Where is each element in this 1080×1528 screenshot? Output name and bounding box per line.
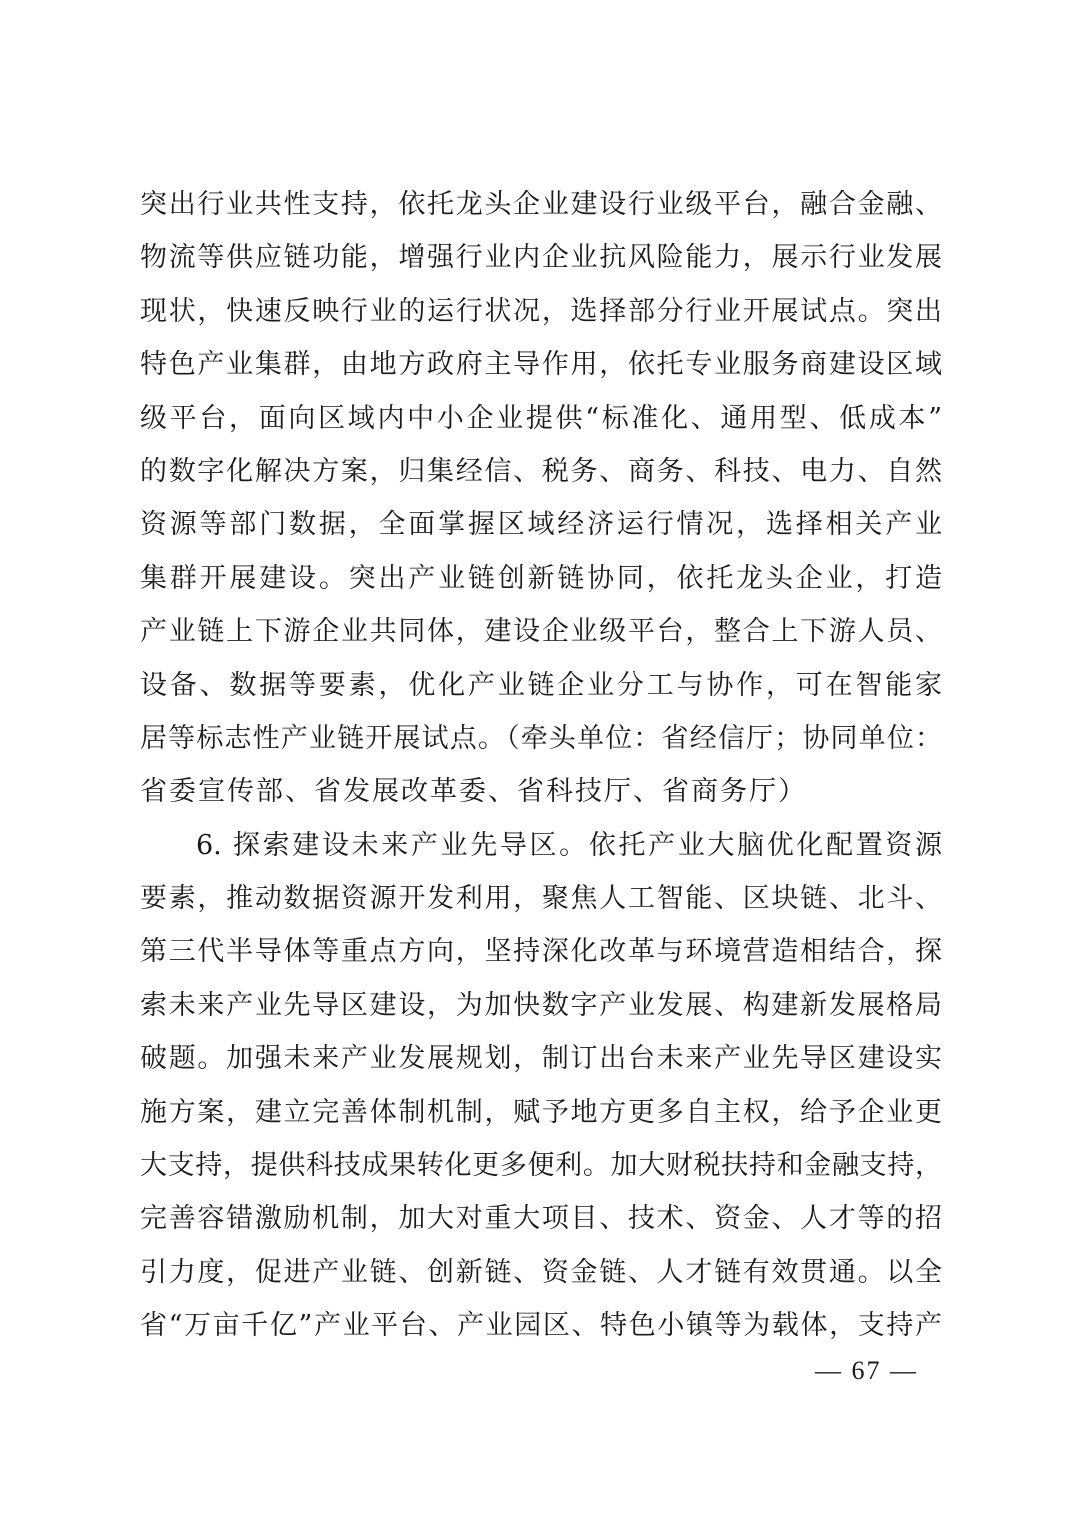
page-number: — 67 — bbox=[815, 1356, 918, 1385]
text-line: 完善容错激励机制，加大对重大项目、技术、资金、人才等的招 bbox=[140, 1203, 942, 1235]
text-line: 施方案，建立完善体制机制，赋予地方更多自主权，给予企业更 bbox=[140, 1096, 942, 1128]
text-line: 居等标志性产业链开展试点。（牵头单位：省经信厅；协同单位： bbox=[140, 722, 942, 754]
text-line: 的数字化解决方案，归集经信、税务、商务、科技、电力、自然 bbox=[140, 455, 942, 487]
text-line: 产业链上下游企业共同体，建设企业级平台，整合上下游人员、 bbox=[140, 616, 942, 648]
text-line: 索未来产业先导区建设，为加快数字产业发展、构建新发展格局 bbox=[140, 989, 942, 1021]
document-body bbox=[140, 178, 942, 1353]
section-heading-line: 6. 探索建设未来产业先导区。依托产业大脑优化配置资源 bbox=[196, 829, 942, 861]
text-line: 级平台，面向区域内中小企业提供“标准化、通用型、低成本” bbox=[140, 402, 942, 434]
text-line: 设备、数据等要素，优化产业链企业分工与协作，可在智能家 bbox=[140, 669, 942, 701]
text-line: 物流等供应链功能，增强行业内企业抗风险能力，展示行业发展 bbox=[140, 242, 942, 274]
text-line: 集群开展建设。突出产业链创新链协同，依托龙头企业，打造 bbox=[140, 562, 942, 594]
text-line: 突出行业共性支持，依托龙头企业建设行业级平台，融合金融、 bbox=[140, 189, 942, 220]
text-line: 省委宣传部、省发展改革委、省科技厅、省商务厅） bbox=[140, 776, 807, 808]
text-line: 省“万亩千亿”产业平台、产业园区、特色小镇等为载体，支持产 bbox=[140, 1310, 942, 1342]
text-line: 大支持，提供科技成果转化更多便利。加大财税扶持和金融支持， bbox=[140, 1150, 942, 1182]
text-line: 要素，推动数据资源开发利用，聚焦人工智能、区块链、北斗、 bbox=[140, 883, 942, 915]
text-line: 现状，快速反映行业的运行状况，选择部分行业开展试点。突出 bbox=[140, 295, 942, 327]
text-line: 特色产业集群，由地方政府主导作用，依托专业服务商建设区域 bbox=[140, 349, 942, 381]
text-line: 资源等部门数据，全面掌握区域经济运行情况，选择相关产业 bbox=[140, 509, 942, 541]
text-line: 第三代半导体等重点方向，坚持深化改革与环境营造相结合，探 bbox=[140, 936, 942, 968]
text-line: 破题。加强未来产业发展规划，制订出台未来产业先导区建设实 bbox=[140, 1043, 942, 1075]
text-line: 引力度，促进产业链、创新链、资金链、人才链有效贯通。以全 bbox=[140, 1256, 942, 1288]
